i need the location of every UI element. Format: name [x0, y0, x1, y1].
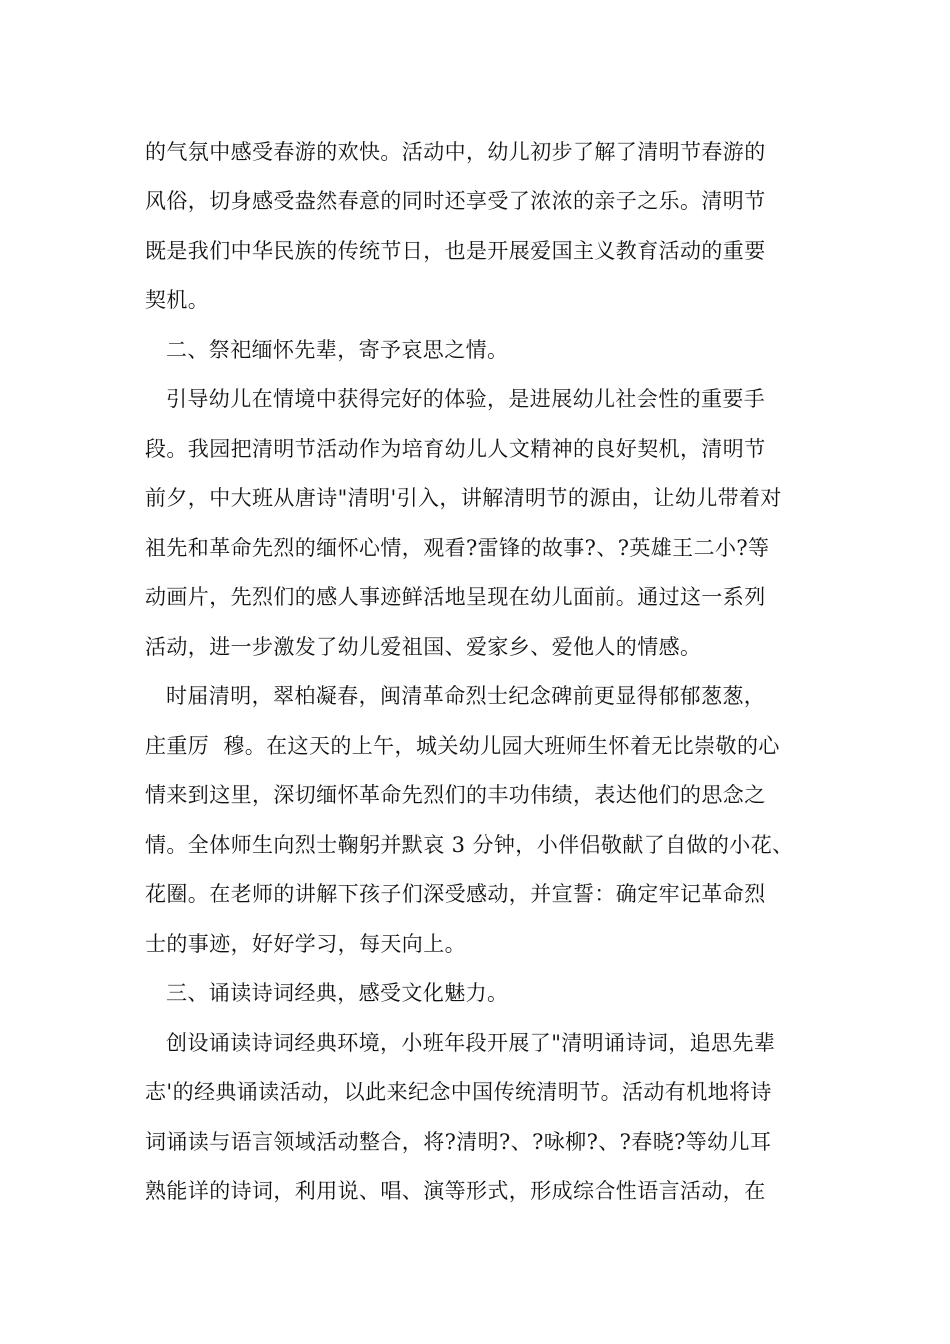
- paragraph-line: 风俗，切身感受盎然春意的同时还享受了浓浓的亲子之乐。清明节: [145, 189, 766, 213]
- section-heading-2: 二、祭祀缅怀先辈，寄予哀思之情。: [166, 338, 509, 362]
- paragraph-line: 契机。: [145, 288, 210, 312]
- paragraph-line: 词诵读与语言领域活动整合，将?清明?、?咏柳?、?春晓?等幼儿耳: [145, 1130, 772, 1154]
- paragraph-line: 段。我园把清明节活动作为培育幼儿人文精神的良好契机，清明节: [145, 437, 766, 461]
- paragraph-line: 志'的经典诵读活动，以此来纪念中国传统清明节。活动有机地将诗: [145, 1080, 772, 1104]
- paragraph-line: 祖先和革命先烈的缅怀心情，观看?雷锋的故事?、?英雄王二小?等: [145, 536, 770, 560]
- paragraph-line: 活动，进一步激发了幼儿爱祖国、爱家乡、爱他人的情感。: [145, 635, 702, 659]
- paragraph-line: 的气氛中感受春游的欢快。活动中，幼儿初步了解了清明节春游的: [145, 140, 766, 164]
- paragraph-line: 士的事迹，好好学习，每天向上。: [145, 932, 466, 956]
- section-heading-3: 三、诵读诗词经典，感受文化魅力。: [166, 981, 509, 1005]
- paragraph-line: 庄重厉 穆。在这天的上午，城关幼儿园大班师生怀着无比崇敬的心: [145, 734, 780, 758]
- paragraph-line: 前夕，中大班从唐诗"清明'引入，讲解清明节的源由，让幼儿带着对: [145, 486, 782, 510]
- paragraph-line: 既是我们中华民族的传统节日，也是开展爱国主义教育活动的重要: [145, 239, 766, 263]
- paragraph-line: 花圈。在老师的讲解下孩子们深受感动，并宣誓：确定牢记革命烈: [145, 882, 766, 906]
- paragraph-line: 引导幼儿在情境中获得完好的体验，是进展幼儿社会性的重要手: [166, 387, 766, 411]
- paragraph-line: 情。全体师生向烈士鞠躬并默哀 3 分钟，小伴侣敬献了自做的小花、: [145, 833, 794, 857]
- paragraph-line: 时届清明，翠柏凝春，闽清革命烈士纪念碑前更显得郁郁葱葱，: [166, 684, 766, 708]
- paragraph-line: 情来到这里，深切缅怀革命先烈们的丰功伟绩，表达他们的思念之: [145, 783, 766, 807]
- paragraph-line: 创设诵读诗词经典环境，小班年段开展了"清明诵诗词，追思先辈: [166, 1031, 776, 1055]
- paragraph-line: 动画片，先烈们的感人事迹鲜活地呈现在幼儿面前。通过这一系列: [145, 585, 766, 609]
- paragraph-line: 熟能详的诗词，利用说、唱、演等形式，形成综合性语言活动，在: [145, 1179, 766, 1203]
